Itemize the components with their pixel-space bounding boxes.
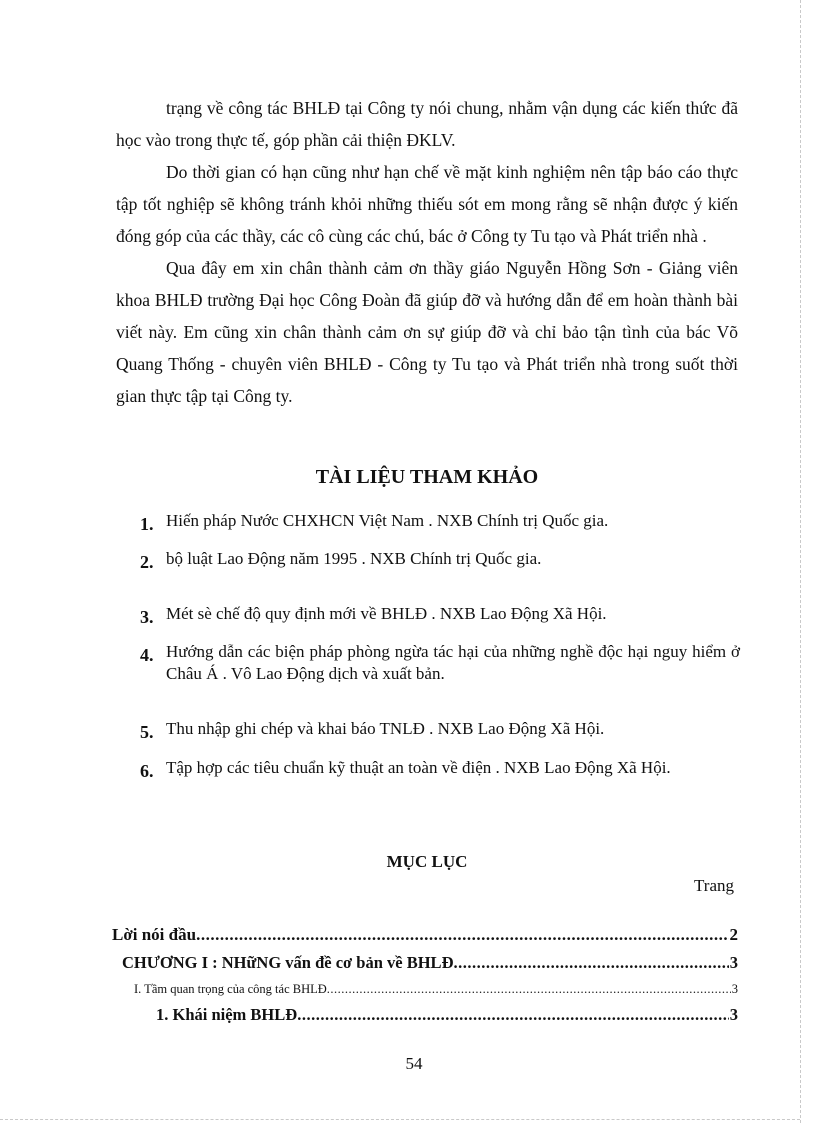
toc-entry-page: 3 <box>731 982 738 996</box>
reference-item <box>140 757 740 779</box>
reference-text: Hướng dẫn các biện pháp phòng ngừa tác hại của những nghề độc hại nguy hiểm ở Châu Á . Vô Lao Động dịch và xuất bản. <box>166 642 740 683</box>
toc-entry[interactable] <box>112 925 738 945</box>
reference-number: 6. <box>140 761 154 781</box>
paragraph-limitations: Do thời gian có hạn cũng như hạn chế về mặt kinh nghiệm nên tập báo cáo thực tập tốt nghiệp sẽ không tránh khỏi những thiếu sót em mong rằng sẽ nhận được ý kiến đóng góp của các thầy, các cô cùng các chú, bác ở Công ty Tu tạo và Phát triển nhà . <box>116 162 738 246</box>
reference-item <box>140 603 740 625</box>
page-frame-right-edge <box>800 0 801 1123</box>
page-number: 54 <box>405 1054 423 1073</box>
reference-item <box>140 641 740 685</box>
reference-text: bộ luật Lao Động năm 1995 . NXB Chính trị Quốc gia. <box>166 549 542 568</box>
page-frame-bottom-edge <box>0 1119 800 1120</box>
toc-entry[interactable] <box>134 982 738 997</box>
reference-text: Tập hợp các tiêu chuẩn kỹ thuật an toàn về điện . NXB Lao Động Xã Hội. <box>166 758 671 777</box>
reference-item <box>140 718 740 740</box>
toc-entry-label: 1. Khái niệm BHLĐ <box>156 1005 298 1024</box>
reference-number: 1. <box>140 514 154 534</box>
reference-item <box>140 510 740 532</box>
reference-text: Hiến pháp Nước CHXHCN Việt Nam . NXB Chính trị Quốc gia. <box>166 511 609 530</box>
toc-entry-label: Lời nói đầu <box>112 925 197 944</box>
toc-entry-page: 2 <box>729 925 738 944</box>
references-title: TÀI LIỆU THAM KHẢO <box>315 466 539 488</box>
toc-title: MỤC LỤC <box>386 852 468 871</box>
reference-text: Thu nhập ghi chép và khai báo TNLĐ . NXB Lao Động Xã Hội. <box>166 719 605 738</box>
reference-item <box>140 548 740 570</box>
toc-leader-dots <box>453 953 728 973</box>
reference-number: 3. <box>140 607 154 627</box>
body-text <box>116 92 738 412</box>
toc-leader-dots <box>196 925 728 945</box>
reference-number: 2. <box>140 552 154 572</box>
reference-text: Mét sè chế độ quy định mới về BHLĐ . NXB Lao Động Xã Hội. <box>166 604 607 623</box>
toc-entry-label: I. Tầm quan trọng của công tác BHLĐ <box>134 982 327 996</box>
toc-entry-page: 3 <box>729 953 738 972</box>
toc-leader-dots <box>327 982 731 997</box>
paragraph-acknowledgements: Qua đây em xin chân thành cảm ơn thầy giáo Nguyễn Hồng Sơn - Giảng viên khoa BHLĐ trường Đại học Công Đoàn đã giúp đỡ và hướng dẫn để em hoàn thành bài viết này. Em cũng xin chân thành cảm ơn sự giúp đỡ và chỉ bảo tận tình của bác Võ Quang Thống - chuyên viên BHLĐ - Công ty Tu tạo và Phát triển nhà trong suốt thời gian thực tập tại Công ty. <box>116 258 738 406</box>
toc-entry[interactable] <box>122 953 738 973</box>
toc-entry-page: 3 <box>729 1005 738 1024</box>
paragraph-continuation: trạng về công tác BHLĐ tại Công ty nói chung, nhằm vận dụng các kiến thức đã học vào trong thực tế, góp phần cải thiện ĐKLV. <box>116 98 738 150</box>
toc-page-column-header: Trang <box>694 876 734 895</box>
toc-entry[interactable] <box>156 1005 738 1025</box>
toc-entry-label: CHƯƠNG I : NHữNG vấn đề cơ bản về BHLĐ <box>122 953 454 972</box>
toc-leader-dots <box>297 1005 729 1025</box>
reference-number: 4. <box>140 645 154 665</box>
reference-number: 5. <box>140 722 154 742</box>
